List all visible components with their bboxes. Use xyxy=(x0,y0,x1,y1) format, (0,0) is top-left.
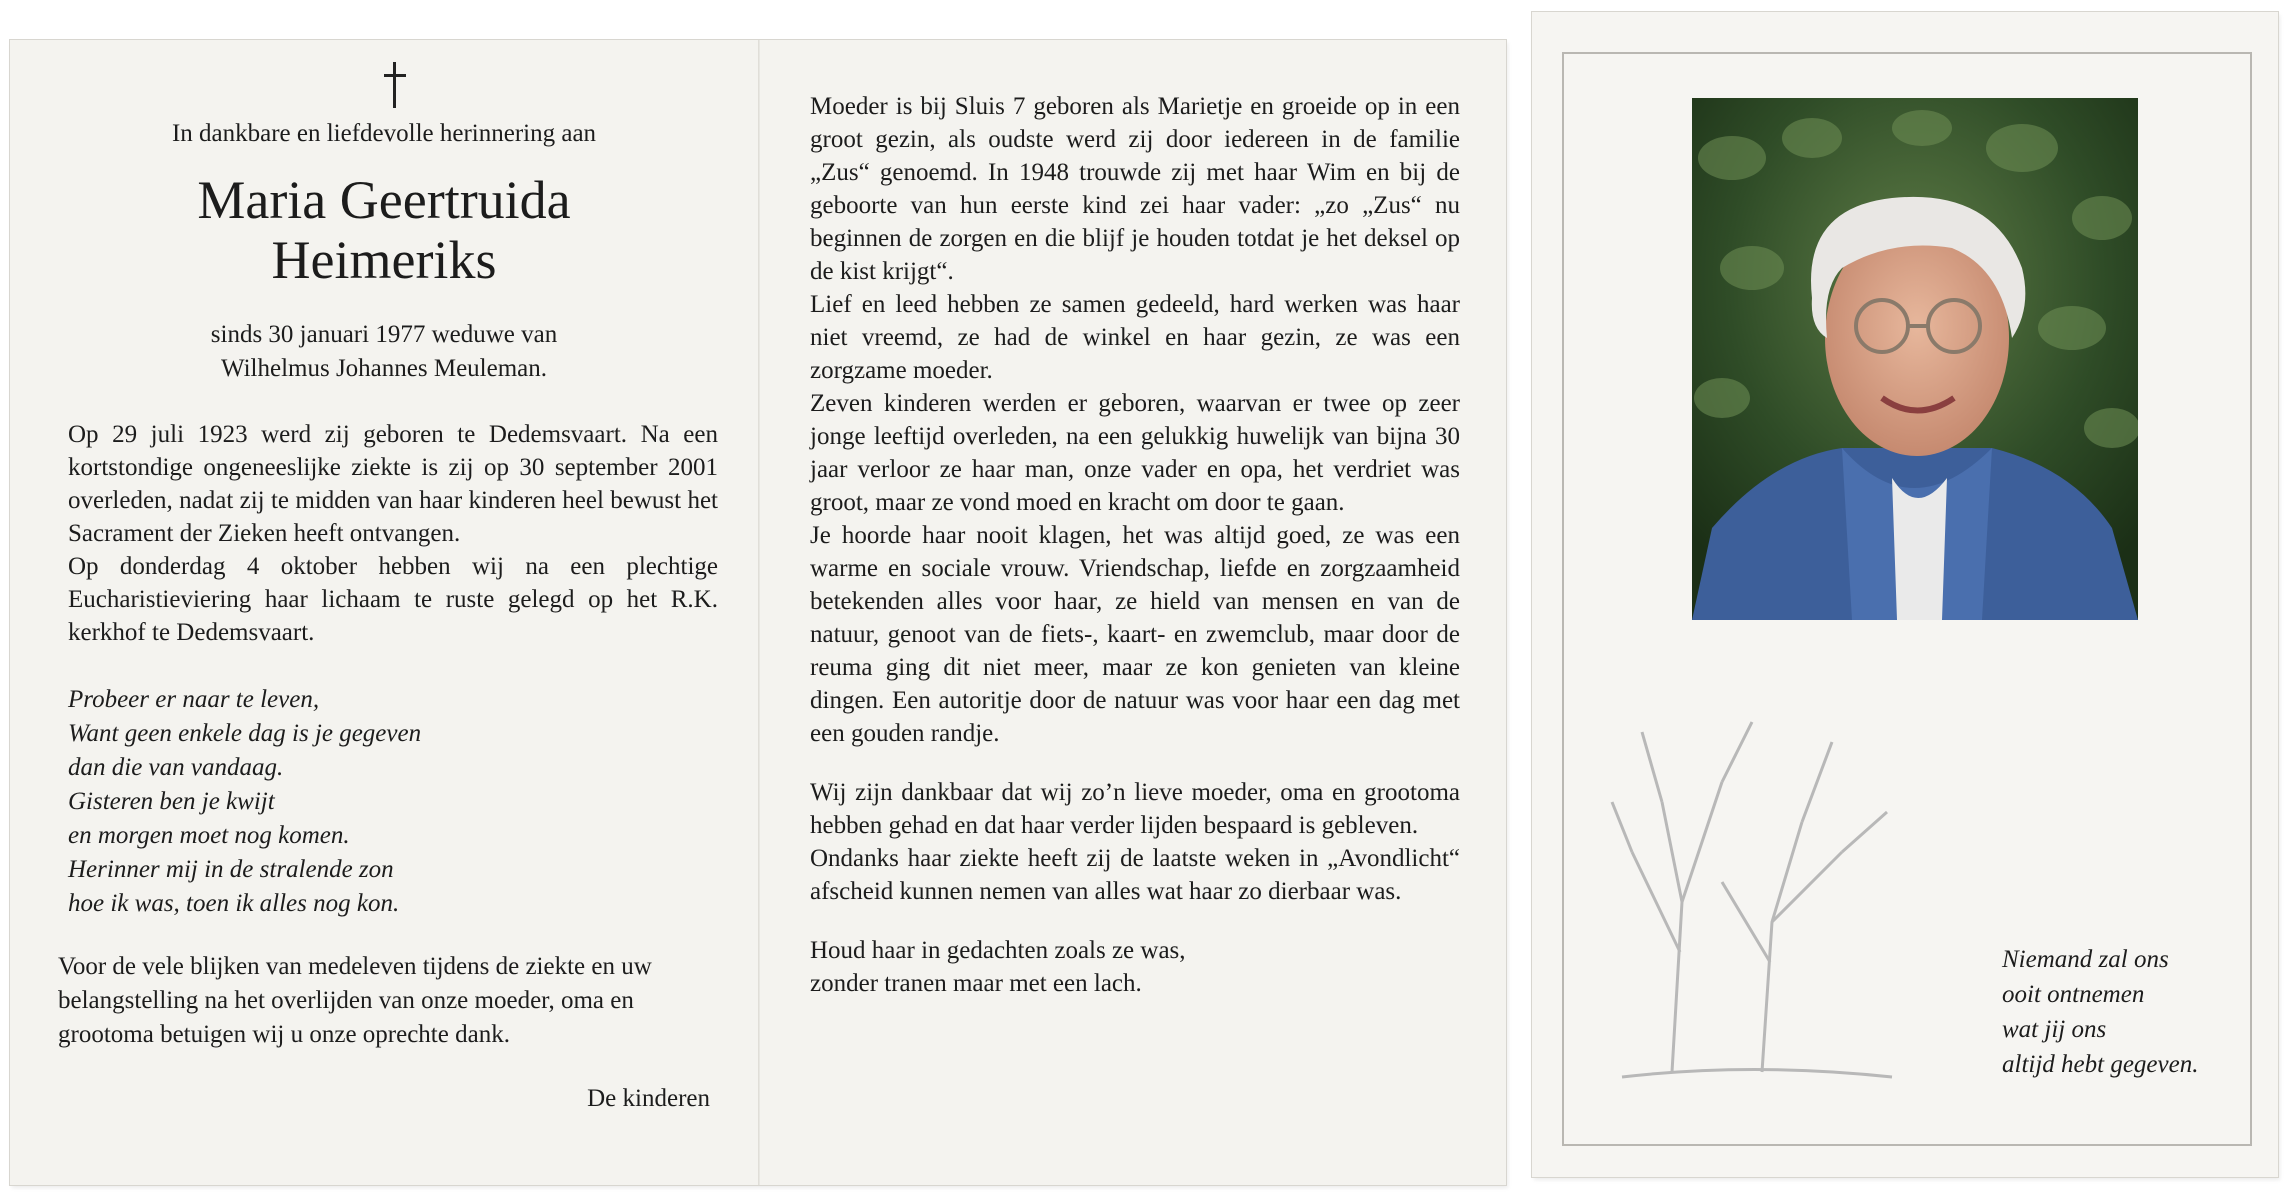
poem-line: hoe ik was, toen ik alles nog kon. xyxy=(68,890,400,917)
cross-icon xyxy=(382,62,408,108)
poem-line: en morgen moet nog komen. xyxy=(68,822,350,849)
poem-line: Probeer er naar te leven, xyxy=(68,686,320,713)
biography-middle xyxy=(810,90,1460,1000)
signature: De kinderen xyxy=(587,1085,710,1112)
portrait-photo xyxy=(1692,98,2138,620)
tree-illustration xyxy=(1602,702,1902,1082)
paragraph-children: Zeven kinderen werden er geboren, waarvan er twee op zeer jonge leeftijd overleden, na een gelukkig huwelijk van bijna 30 jaar verloor ze haar man, onze vader en opa, het verdriet was groot, maar ze vond moed en kracht om door te gaan. xyxy=(810,390,1460,516)
poem-line: Want geen enkele dag is je gegeven xyxy=(68,720,422,747)
middle-panel xyxy=(760,40,1506,1185)
closing-line-1: Houd haar in gedachten zoals ze was, xyxy=(810,937,1186,964)
quote-line: ooit ontnemen xyxy=(2002,981,2145,1008)
memorial-quote xyxy=(2002,942,2242,1082)
photo-card xyxy=(1532,12,2278,1177)
paragraph-character: Je hoorde haar nooit klagen, het was altijd goed, ze was een warme en sociale vrouw. Vriendschap, liefde en zorgzaamheid betekenden alles voor haar, ze hield van mensen en van de natuur, genoot van de fiets-, kaart- en zwemclub, maar door de reuma ging dit niet meer, maar ze kon genieten van kleine dingen. Een autoritje door de natuur was voor haar een dag met een gouden randje. xyxy=(810,522,1460,747)
widow-line-2: Wilhelmus Johannes Meuleman. xyxy=(220,355,547,382)
name-line-2: Heimeriks xyxy=(271,230,497,290)
poem-line: Gisteren ben je kwijt xyxy=(68,788,275,815)
poem xyxy=(68,683,668,921)
paragraph-marriage: Lief en leed hebben ze samen gedeeld, hard werken was haar niet vreemd, ze had de winkel en haar gezin, ze was een zorgzame moeder. xyxy=(810,291,1460,384)
portrait-illustration xyxy=(1692,98,2138,620)
closing-line-2: zonder tranen maar met een lach. xyxy=(810,970,1142,997)
poem-line: dan die van vandaag. xyxy=(68,754,284,781)
thanks-text: Voor de vele blijken van medeleven tijdens de ziekte en uw belangstelling na het overlijden van onze moeder, oma en grootoma betuigen wij u onze oprechte dank. xyxy=(58,953,652,1048)
deceased-name xyxy=(10,170,758,290)
paragraph-avondlicht: Ondanks haar ziekte heeft zij de laatste weken in „Avondlicht“ afscheid kunnen nemen van alles wat haar zo dierbaar was. xyxy=(810,845,1460,905)
name-line-1: Maria Geertruida xyxy=(197,170,571,230)
folded-card xyxy=(10,40,1506,1185)
paragraph-childhood: Moeder is bij Sluis 7 geboren als Marietje en groeide op in een groot gezin, als oudste werd zij door iedereen in de familie „Zus“ genoemd. In 1948 trouwde zij met haar Wim en bij de geboorte van hun eerste kind zei haar vader: „zo „Zus“ nu beginnen de zorgen en die blijf je houden totdat je het deksel op de kist krijgt“. xyxy=(810,93,1460,285)
poem-line: Herinner mij in de stralende zon xyxy=(68,856,394,883)
paragraph-birth-death: Op 29 juli 1923 werd zij geboren te Dedemsvaart. Na een kortstondige ongeneeslijke ziekte is zij op 30 september 2001 overleden, nadat zij te midden van haar kinderen heel bewust het Sacrament der Zieken heeft ontvangen. xyxy=(68,421,718,547)
intro-text: In dankbare en liefdevolle herinnering aan xyxy=(171,120,597,147)
quote-line: altijd hebt gegeven. xyxy=(2002,1051,2199,1078)
widow-text xyxy=(10,318,758,386)
biography-left xyxy=(68,418,718,649)
paragraph-funeral: Op donderdag 4 oktober hebben wij na een plechtige Eucharistieviering haar lichaam te ruste gelegd op het R.K. kerkhof te Dedemsvaart. xyxy=(68,553,718,646)
quote-line: Niemand zal ons xyxy=(2002,946,2169,973)
quote-line: wat jij ons xyxy=(2002,1016,2107,1043)
left-panel xyxy=(10,40,758,1185)
widow-line-1: sinds 30 januari 1977 weduwe van xyxy=(210,321,558,348)
paragraph-gratitude: Wij zijn dankbaar dat wij zo’n lieve moeder, oma en grootoma hebben gehad en dat haar verder lijden bespaard is gebleven. xyxy=(810,779,1460,839)
